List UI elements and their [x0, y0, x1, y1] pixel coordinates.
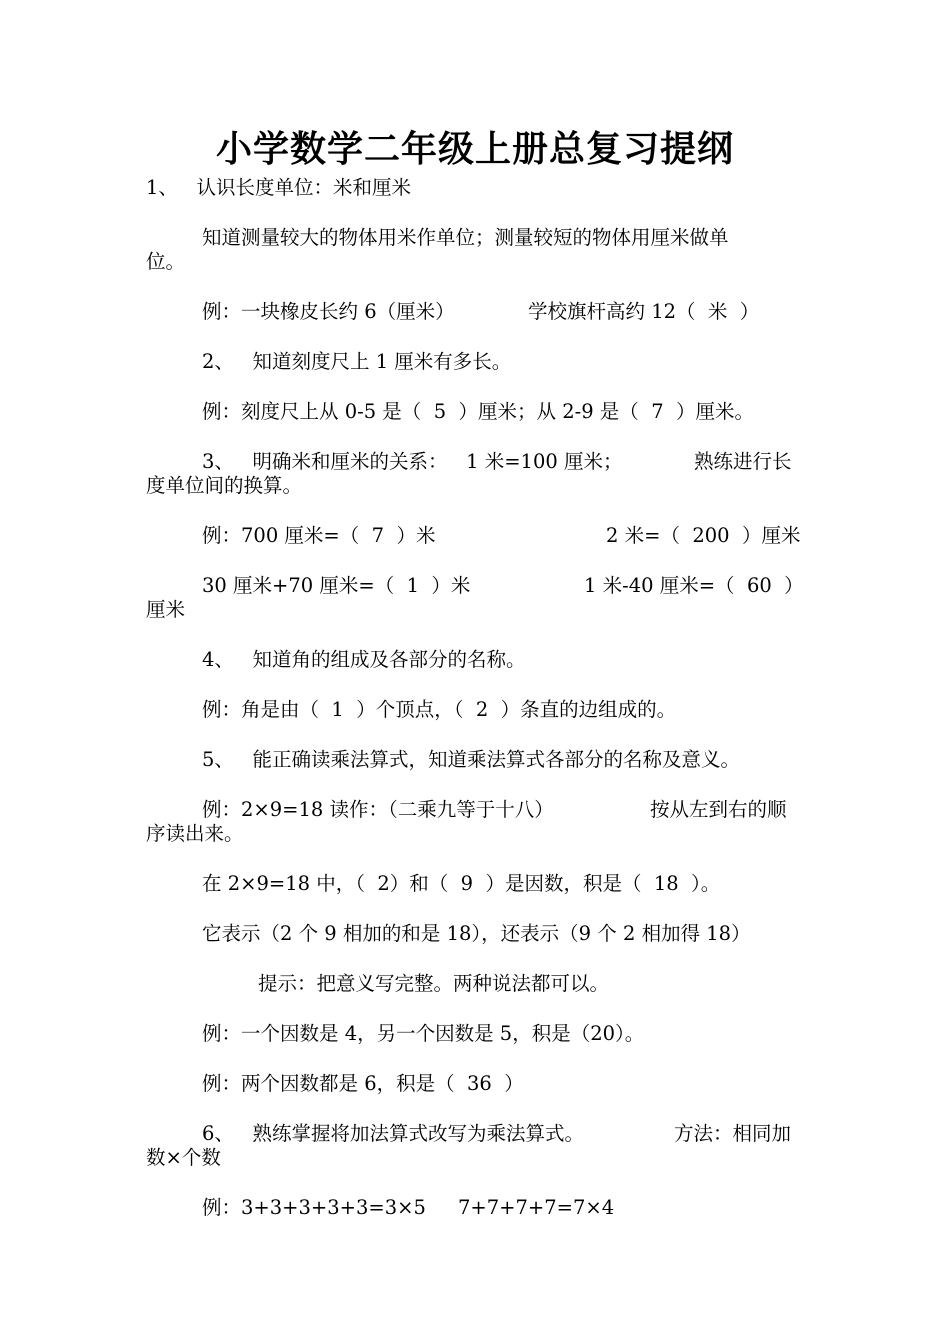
example-addition-to-multiplication-2: 7+7+7+7=7×4 — [458, 1196, 615, 1219]
example-addition-to-multiplication-1: 例：3+3+3+3+3=3×5 — [202, 1196, 426, 1219]
section-6-method-cont: 数×个数 — [146, 1146, 221, 1169]
example-flagpole: 学校旗杆高约 12（ 米 ） — [528, 300, 760, 323]
example-product-20: 例：一个因数是 4，另一个因数是 5，积是（20）。 — [202, 1022, 645, 1045]
meaning-line: 它表示（2 个 9 相加的和是 18），还表示（9 个 2 相加得 18） — [202, 922, 751, 945]
section-3-heading-cont: 度单位间的换算。 — [146, 474, 303, 497]
example-read-multiplication: 例：2×9=18 读作：（二乘九等于十八） — [202, 798, 554, 821]
hint-line: 提示：把意义写完整。两种说法都可以。 — [258, 972, 610, 995]
section-3-heading-right: 熟练进行长 — [694, 450, 792, 473]
section-1-text-cont: 位。 — [146, 250, 186, 273]
section-2-heading: 2、 知道刻度尺上 1 厘米有多长。 — [202, 350, 512, 373]
example-conversion-2: 2 米=（ 200 ）厘米 — [606, 524, 801, 547]
example-conversion-4: 1 米-40 厘米=（ 60 ） — [584, 574, 804, 597]
section-6-heading: 6、 熟练掌握将加法算式改写为乘法算式。 — [202, 1122, 585, 1145]
factors-product-line: 在 2×9=18 中，（ 2）和（ 9 ）是因数，积是（ 18 ）。 — [202, 872, 721, 895]
example-read-order-cont: 序读出来。 — [146, 822, 244, 845]
example-read-order: 按从左到右的顺 — [650, 798, 787, 821]
section-1-text: 知道测量较大的物体用米作单位；测量较短的物体用厘米做单 — [202, 226, 729, 249]
section-3-heading: 3、 明确米和厘米的关系： 1 米=100 厘米； — [202, 450, 623, 473]
section-1-heading: 1、 认识长度单位：米和厘米 — [146, 176, 412, 199]
example-conversion-4-cont: 厘米 — [146, 598, 186, 621]
example-conversion-1: 例：700 厘米=（ 7 ）米 — [202, 524, 436, 547]
section-4-heading: 4、 知道角的组成及各部分的名称。 — [202, 648, 526, 671]
example-conversion-3: 30 厘米+70 厘米=（ 1 ）米 — [202, 574, 471, 597]
document-title: 小学数学二年级上册总复习提纲 — [215, 129, 734, 170]
section-6-method: 方法：相同加 — [674, 1122, 792, 1145]
example-ruler: 例：刻度尺上从 0-5 是（ 5 ）厘米；从 2-9 是（ 7 ）厘米。 — [202, 400, 754, 423]
example-product-36: 例：两个因数都是 6，积是（ 36 ） — [202, 1072, 524, 1095]
section-5-heading: 5、 能正确读乘法算式，知道乘法算式各部分的名称及意义。 — [202, 748, 741, 771]
example-angle: 例：角是由（ 1 ）个顶点，（ 2 ）条直的边组成的。 — [202, 698, 677, 721]
example-eraser: 例：一块橡皮长约 6（厘米） — [202, 300, 455, 323]
